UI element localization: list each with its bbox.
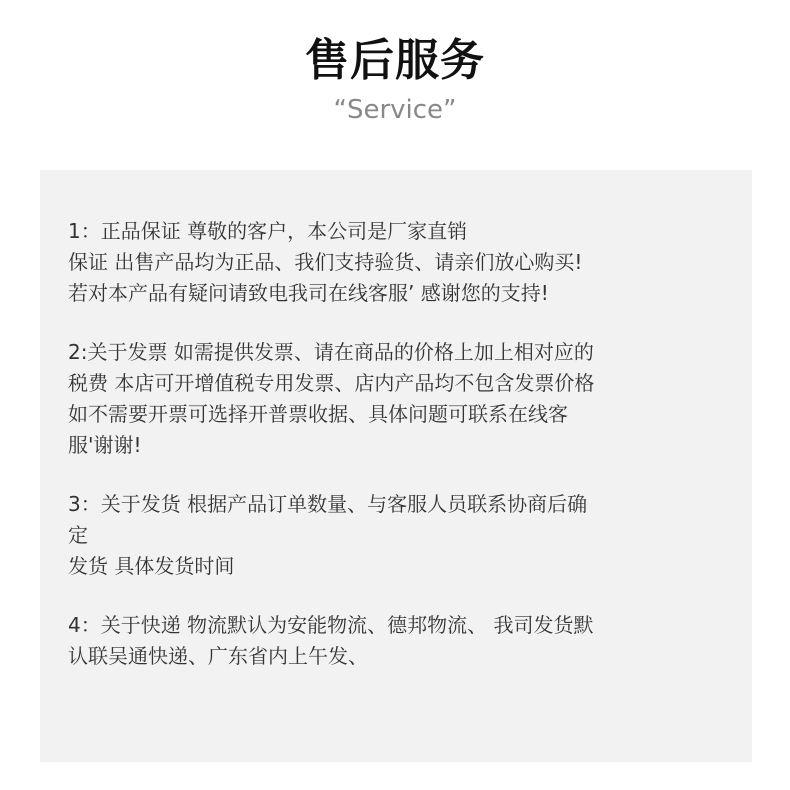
- section-line: 定: [68, 523, 88, 547]
- section-courier: [68, 610, 726, 672]
- section-line: 发货 具体发货时间: [68, 554, 235, 578]
- page-title: 售后服务: [305, 35, 485, 86]
- section-line: 3：关于发货 根据产品订单数量、与客服人员联系协商后确: [68, 492, 588, 516]
- section-line: 1：正品保证 尊敬的客户，本公司是厂家直销: [68, 219, 468, 243]
- section-line: 认联吴通快递、广东省内上午发、: [68, 644, 368, 668]
- section-line: 若对本产品有疑问请致电我司在线客服’ 感谢您的支持!: [68, 281, 549, 305]
- section-invoice: [68, 337, 726, 461]
- page-header: [0, 34, 790, 126]
- service-info-panel: [40, 170, 752, 762]
- section-line: 如不需要开票可选择开普票收据、具体问题可联系在线客: [68, 402, 568, 426]
- section-line: 税费 本店可开增值税专用发票、店内产品均不包含发票价格: [68, 371, 595, 395]
- section-line: 服'谢谢!: [68, 433, 142, 457]
- section-line: 2:关于发票 如需提供发票、请在商品的价格上加上相对应的: [68, 340, 594, 364]
- section-shipping: [68, 489, 726, 582]
- section-line: 4：关于快递 物流默认为安能物流、德邦物流、 我司发货默: [68, 613, 594, 637]
- section-line: 保证 出售产品均为正品、我们支持验货、请亲们放心购买!: [68, 250, 583, 274]
- page-subtitle: “Service”: [333, 95, 457, 125]
- section-quality-guarantee: [68, 216, 726, 309]
